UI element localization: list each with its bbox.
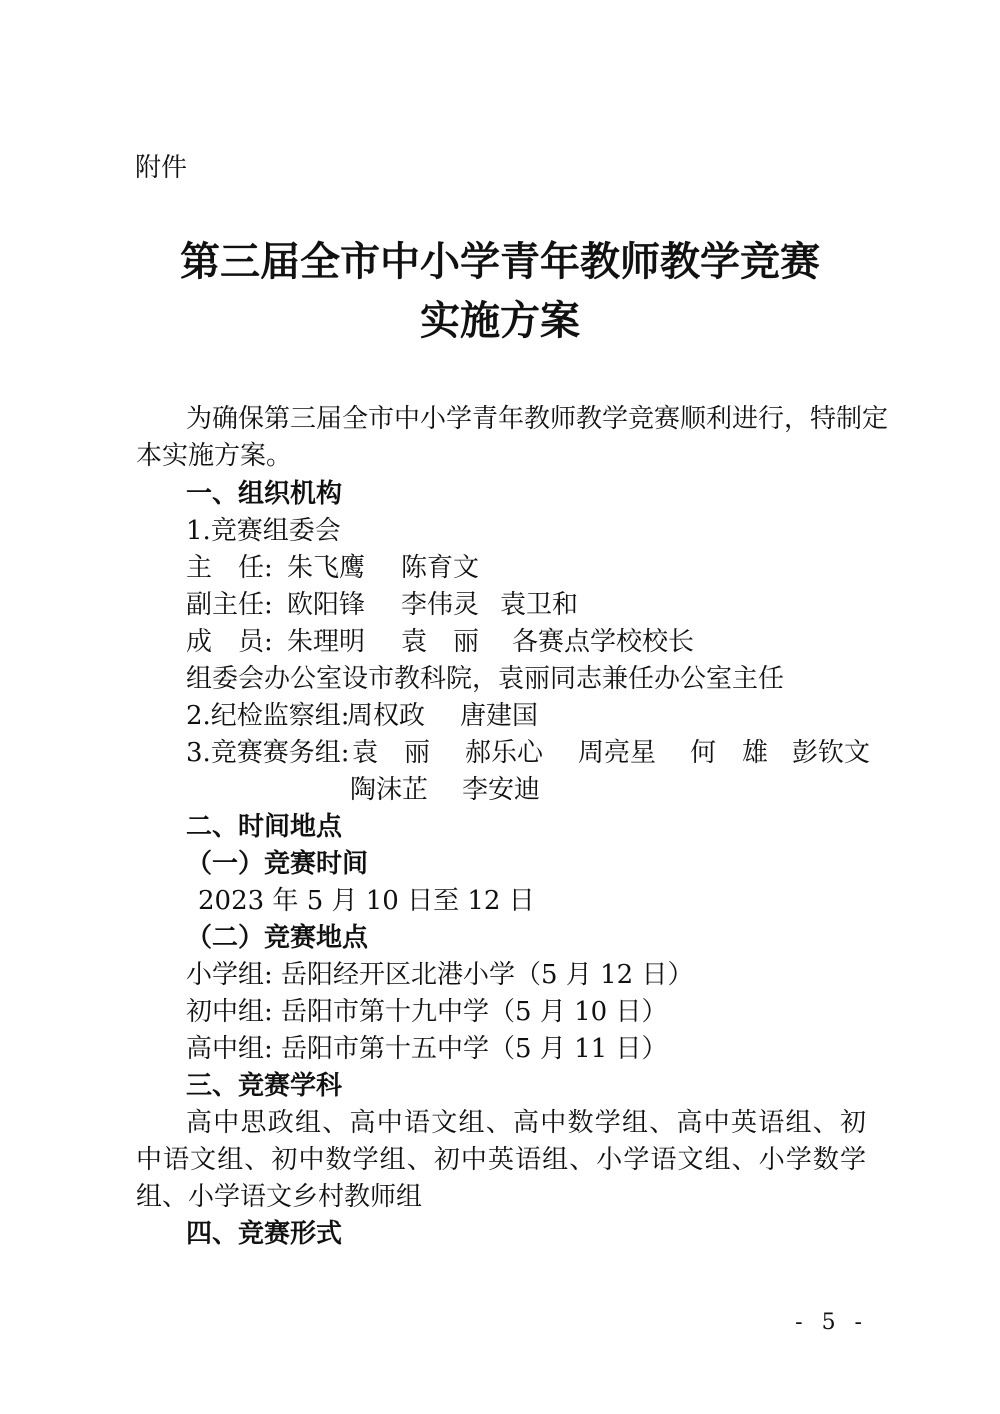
committee-title: 1.竞赛组委会 (186, 516, 341, 546)
affairs-name-2: 郝乐心 (465, 738, 544, 768)
time-subheading: （一）竞赛时间 (186, 849, 369, 879)
member-label: 成 员: (186, 627, 273, 657)
section1-heading: 一、组织机构 (186, 479, 343, 509)
affairs-name-4: 何 雄 (690, 738, 769, 768)
venue-primary: 小学组: 岳阳经开区北港小学（5 月 12 日） (186, 960, 694, 990)
document-title-line1: 第三届全市中小学青年教师教学竞赛 (180, 239, 820, 285)
supervision-name-1: 周权政 (347, 701, 426, 731)
venue-subheading: （二）竞赛地点 (186, 923, 369, 953)
intro-line2: 本实施方案。 (136, 441, 293, 471)
affairs-label: 3.竞赛赛务组: (186, 738, 350, 768)
member-name-1: 朱理明 (287, 627, 366, 657)
affairs-name-7: 李安迪 (462, 775, 541, 805)
subjects-line1: 高中思政组、高中语文组、高中数学组、高中英语组、初 (186, 1108, 866, 1138)
section2-heading: 二、时间地点 (186, 812, 343, 842)
intro-line1: 为确保第三届全市中小学青年教师教学竞赛顺利进行，特制定 (186, 404, 889, 434)
affairs-name-1: 袁 丽 (352, 738, 431, 768)
section4-heading: 四、竞赛形式 (186, 1219, 343, 1249)
deputy-name-3: 袁卫和 (500, 590, 579, 620)
affairs-name-5: 彭钦文 (792, 738, 871, 768)
document-title-line2: 实施方案 (420, 298, 580, 344)
member-name-3: 各赛点学校校长 (512, 627, 695, 657)
deputy-label: 副主任: (186, 590, 273, 620)
member-name-2: 袁 丽 (401, 627, 480, 657)
affairs-name-3: 周亮星 (578, 738, 657, 768)
venue-junior: 初中组: 岳阳市第十九中学（5 月 10 日） (186, 997, 668, 1027)
deputy-name-1: 欧阳锋 (287, 590, 366, 620)
supervision-label: 2.纪检监察组: (186, 701, 350, 731)
supervision-name-2: 唐建国 (460, 701, 539, 731)
section3-heading: 三、竞赛学科 (186, 1071, 343, 1101)
director-label: 主 任: (186, 553, 273, 583)
director-name-1: 朱飞鹰 (287, 553, 366, 583)
venue-senior: 高中组: 岳阳市第十五中学（5 月 11 日） (186, 1034, 668, 1064)
competition-date: 2023 年 5 月 10 日至 12 日 (198, 886, 535, 916)
office-note: 组委会办公室设市教科院，袁丽同志兼任办公室主任 (186, 664, 785, 694)
affairs-name-6: 陶沫芷 (350, 775, 429, 805)
subjects-line2: 中语文组、初中数学组、初中英语组、小学语文组、小学数学 (136, 1145, 866, 1175)
deputy-name-2: 李伟灵 (401, 590, 480, 620)
attachment-label: 附件 (135, 153, 188, 183)
subjects-line3: 组、小学语文乡村教师组 (136, 1182, 423, 1212)
page-number: - 5 - (795, 1310, 868, 1335)
director-name-2: 陈育文 (401, 553, 480, 583)
